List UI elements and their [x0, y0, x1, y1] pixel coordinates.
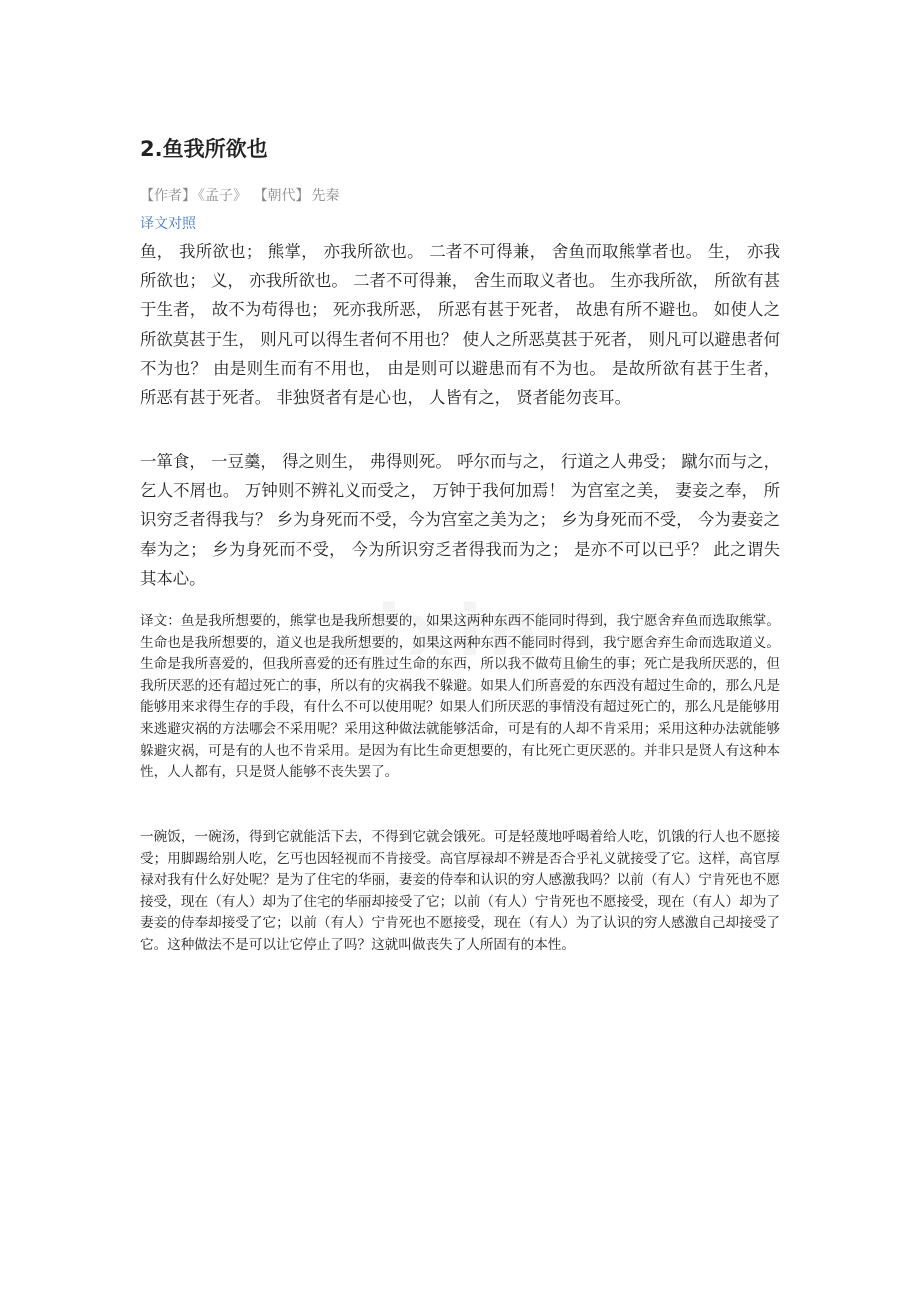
dynasty-name: 先秦 [311, 188, 340, 204]
translation-compare-link[interactable]: 译文对照 [140, 216, 196, 232]
translation-paragraph-1: 译文：鱼是我所想要的，熊掌也是我所想要的，如果这两种东西不能同时得到，我宁愿舍弃鱼而选取熊掌。生命也是我所想要的，道义也是我所想要的，如果这两种东西不能同时得到，我宁愿舍弃生命而选取道义。生命是我所喜爱的，但我所喜爱的还有胜过生命的东西，所以我不做苟且偷生的事；死亡是我所厌恶的，但我所厌恶的还有超过死亡的事，所以有的灾祸我不躲避。如果人们所喜爱的东西没有超过生命的，那么凡是能够用来求得生存的手段，有什么不可以使用呢？如果人们所厌恶的事情没有超过死亡的，那么凡是能够用来逃避灾祸的方法哪会不采用呢？采用这种做法就能够活命，可是有的人却不肯采用；采用这种办法就能够躲避灾祸，可是有的人也不肯采用。是因为有比生命更想要的，有比死亡更厌恶的。并非只是贤人有这种本性，人人都有，只是贤人能够不丧失罢了。 [140, 613, 780, 781]
page-title: 2.鱼我所欲也 [140, 137, 268, 161]
author-name: 《孟子》 [198, 188, 247, 204]
original-paragraph-1: 鱼， 我所欲也； 熊掌， 亦我所欲也。 二者不可得兼， 舍鱼而取熊掌者也。 生， 亦我所欲也； 义， 亦我所欲也。 二者不可得兼， 舍生而取义者也。 生亦我所欲， 所欲有甚于生者， 故不为苟得也； 死亦我所恶， 所恶有甚于死者， 故患有所不避也。 如使人之所欲莫甚于生， 则凡可以得生者何不用也？ 使人之所恶莫甚于死者， 则凡可以避患者何不为也？ 由是则生而有不用也， 由是则可以避患而有不为也。 是故所欲有甚于生者， 所恶有甚于死者。 非独贤者有是心也， 人皆有之， 贤者能勿丧耳。 [140, 242, 780, 408]
author-label: 【作者】 [140, 188, 196, 204]
original-paragraph-2: 一箪食， 一豆羹， 得之则生， 弗得则死。 呼尔而与之， 行道之人弗受； 蹴尔而与之， 乞人不屑也。 万钟则不辨礼义而受之， 万钟于我何加焉！ 为宫室之美， 妻妾之奉， 所识穷乏者得我与？ 乡为身死而不受，今为宫室之美为之； 乡为身死而不受， 今为妻妾之奉为之； 乡为身死而不受， 今为所识穷乏者得我而为之； 是亦不可以已乎？ 此之谓失其本心。 [140, 452, 780, 588]
translation-paragraph-2: 一碗饭，一碗汤，得到它就能活下去，不得到它就会饿死。可是轻蔑地呼喝着给人吃，饥饿的行人也不愿接受；用脚踢给别人吃，乞丐也因轻视而不肯接受。高官厚禄却不辨是否合乎礼义就接受了它。这样，高官厚禄对我有什么好处呢？是为了住宅的华丽，妻妾的侍奉和认识的穷人感激我吗？以前（有人）宁肯死也不愿接受，现在（有人）却为了住宅的华丽却接受了它；以前（有人）宁肯死也不愿接受，现在（有人）却为了妻妾的侍奉却接受了它；以前（有人）宁肯死也不愿接受，现在（有人）为了认识的穷人感激自己却接受了它。这种做法不是可以让它停止了吗？这就叫做丧失了人所固有的本性。 [140, 829, 780, 953]
author-meta [140, 186, 341, 206]
dynasty-label: 【朝代】 [253, 188, 310, 204]
